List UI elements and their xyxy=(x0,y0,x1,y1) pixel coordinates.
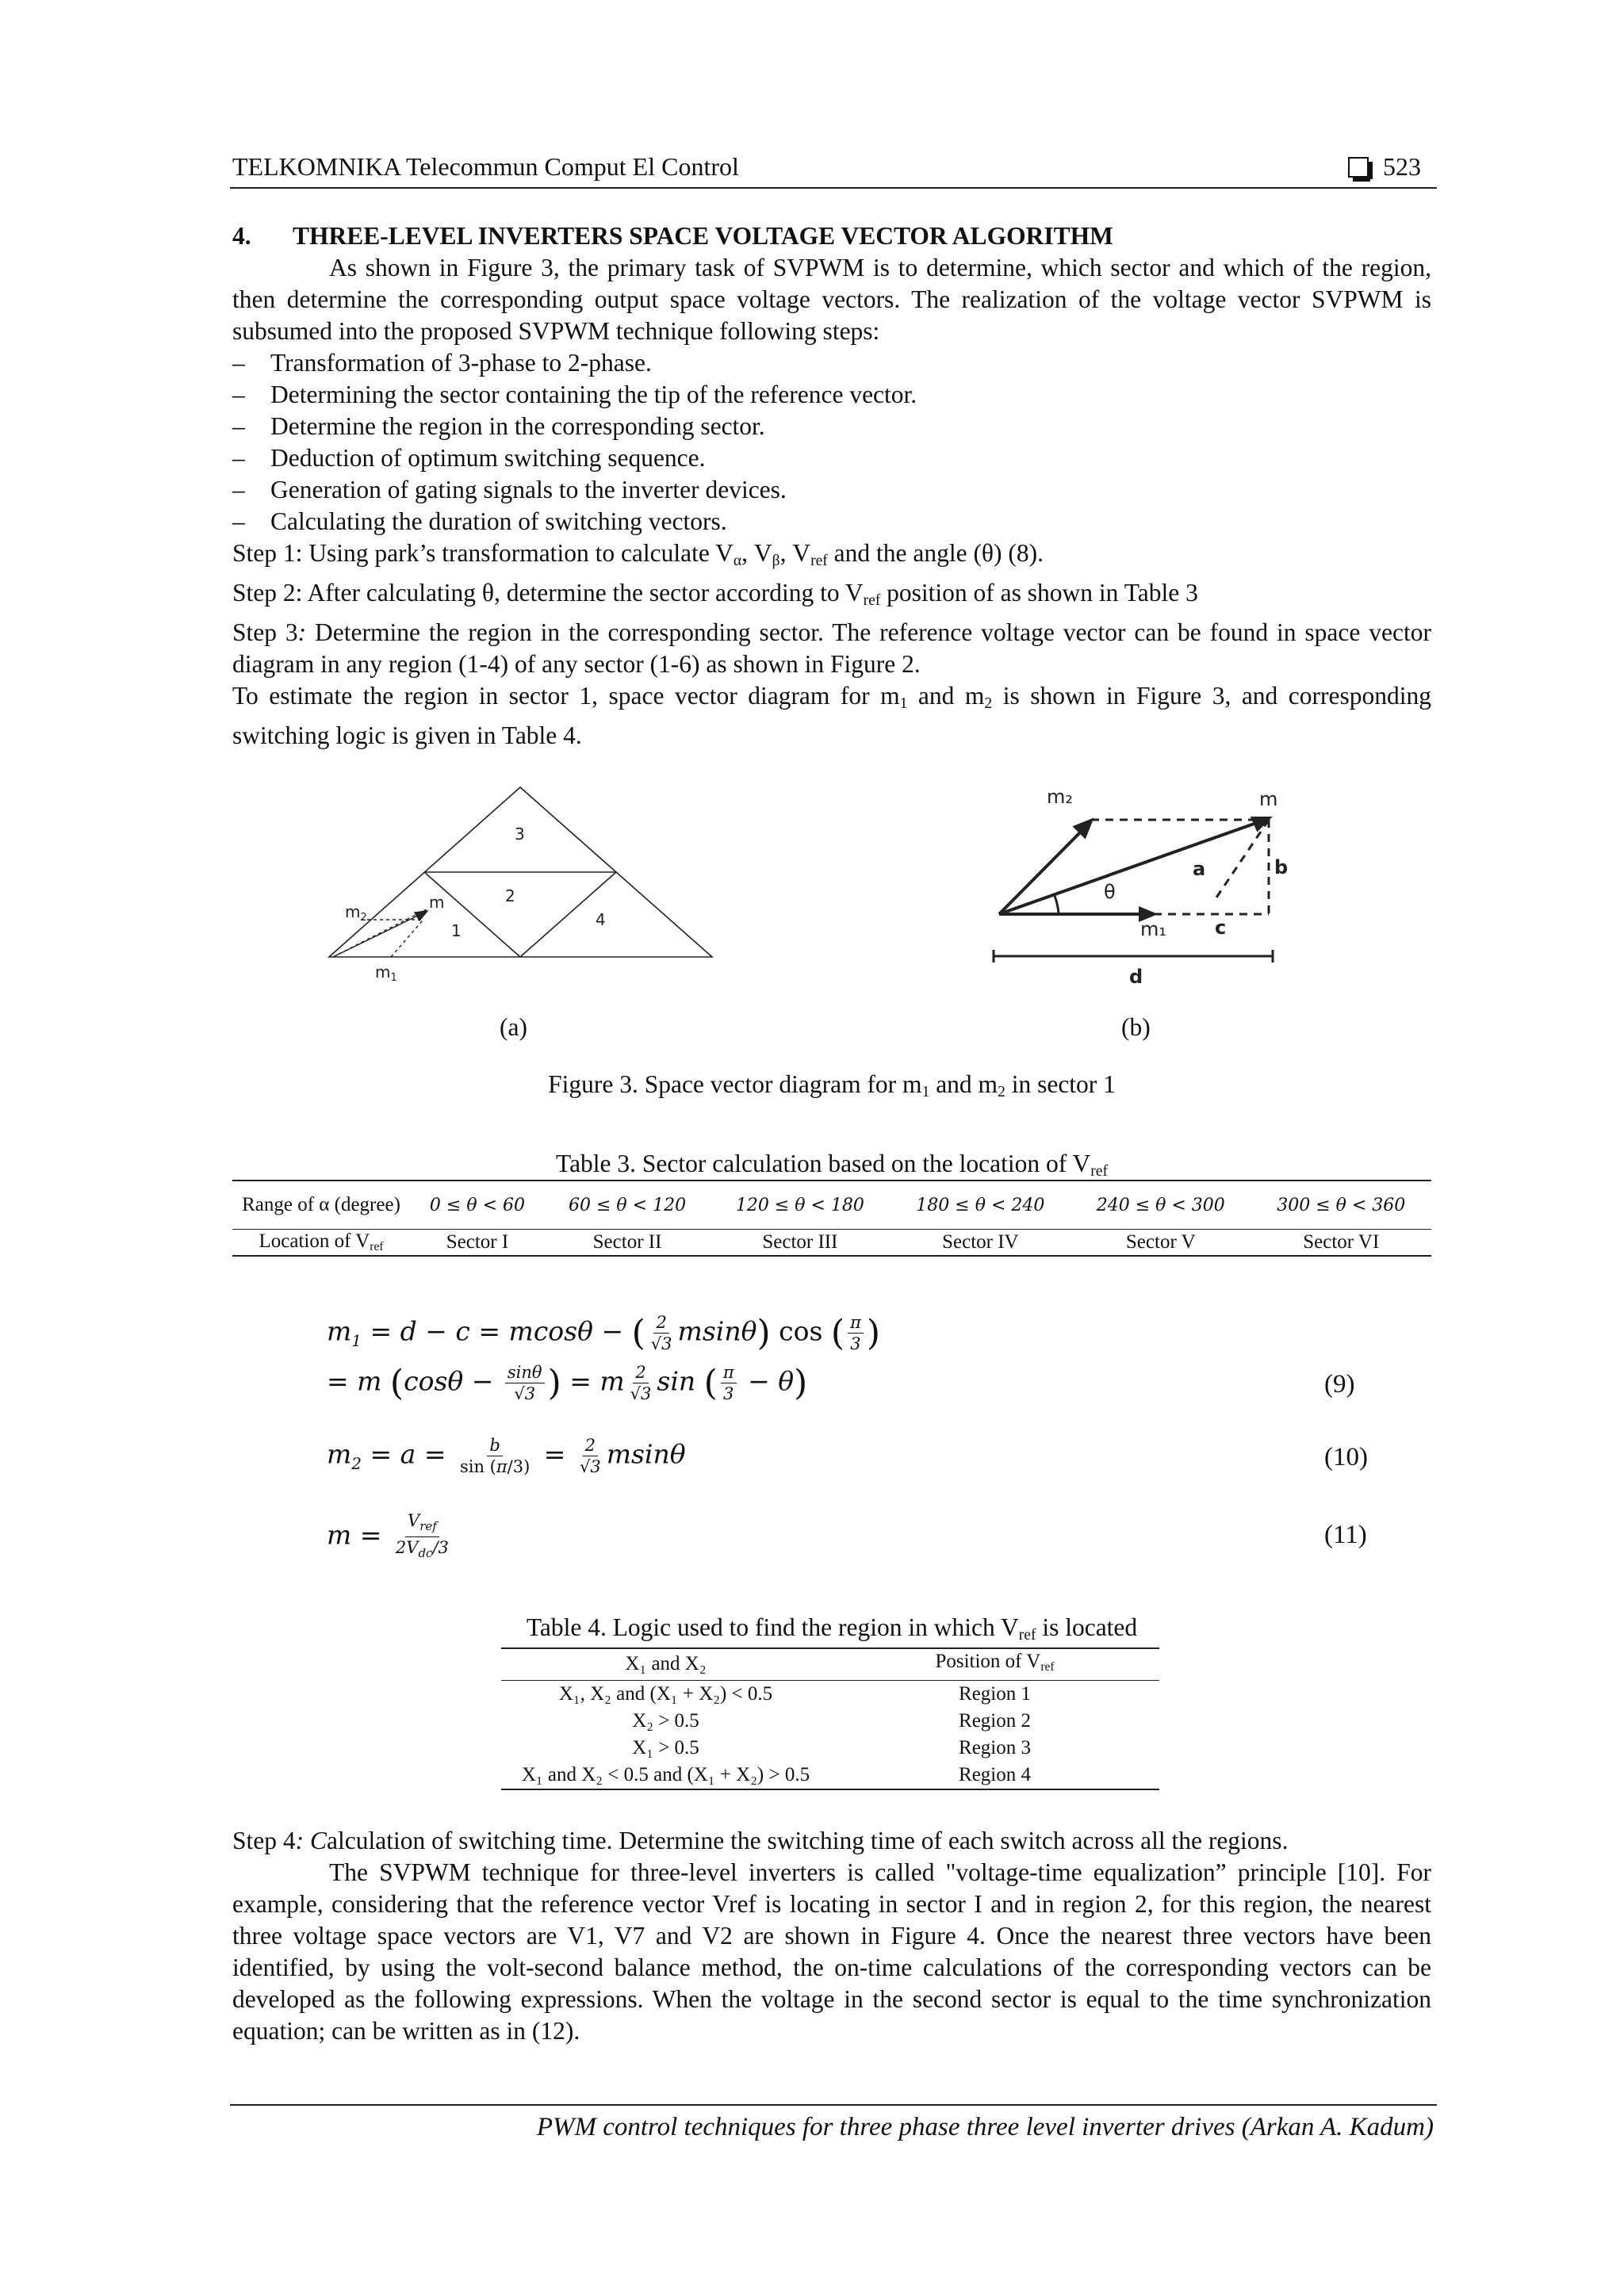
table-cell: 180 ≤ θ < 240 xyxy=(891,1181,1071,1230)
equation-9-line1: $m_1 = d - c = mcos\theta$ − ( $\frac{2}{√3}$ msinθ) cos ( $\frac{\pi}{3}$ ) xyxy=(327,1313,881,1353)
table-cell: Region 1 xyxy=(959,1682,1031,1705)
table-cell: Sector I xyxy=(410,1230,545,1257)
label-region-4: 4 xyxy=(596,910,606,929)
running-header-page xyxy=(1348,152,1421,182)
figure-3b-diagram xyxy=(983,783,1316,989)
list-item: – Determine the region in the corresponding sector. xyxy=(232,411,1431,442)
table-row xyxy=(501,1735,1159,1762)
label-region-3: 3 xyxy=(515,825,525,844)
list-item: – Deduction of optimum switching sequence. xyxy=(232,442,1431,474)
running-header-journal: TELKOMNIKA Telecommun Comput El Control xyxy=(232,152,739,181)
table-3 xyxy=(232,1180,1431,1257)
label-c: c xyxy=(1215,916,1227,939)
table-cell: 0 ≤ θ < 60 xyxy=(410,1181,545,1230)
list-item: – Calculating the duration of switching vectors. xyxy=(232,506,1431,538)
intro-paragraph: As shown in Figure 3, the primary task of SVPWM is to determine, which sector and which of the region, then determine the corresponding output space voltage vectors. The realization of the voltage vector SVPWM is subsumed into the proposed SVPWM technique following steps: xyxy=(232,254,1431,345)
figure-3-caption: Figure 3. Space vector diagram for $m_1$ and $m_2$ in sector 1 xyxy=(548,1070,1116,1100)
table-cell: 300 ≤ θ < 360 xyxy=(1251,1181,1432,1230)
list-item: – Determining the sector containing the tip of the reference vector. xyxy=(232,379,1431,411)
header-rule xyxy=(230,187,1437,189)
table-cell: 60 ≤ θ < 120 xyxy=(545,1181,710,1230)
section-heading xyxy=(232,220,1431,252)
final-paragraph: The SVPWM technique for three-level inverters is called "voltage-time equalization” principle [10]. For example, considering that the reference vector Vref is locating in sector I and in region 2, for this region, the nearest three voltage space vectors are V1, V7 and V2 are shown in Figure 4. Once the nearest three vectors have been identified, by using the volt-second balance method, the on-time calculations of the corresponding vectors can be developed as the following expressions. When the voltage in the second sector is equal to the time synchronization equation; can be written as in (12). xyxy=(232,1858,1431,2045)
figure-3b-label: (b) xyxy=(1121,1013,1151,1041)
table-4 xyxy=(501,1647,1159,1790)
table-cell: Region 3 xyxy=(959,1736,1031,1758)
label-b: b xyxy=(1274,856,1289,878)
table-row xyxy=(501,1680,1159,1708)
table-header-cell: X₁ and X₂ xyxy=(501,1648,830,1680)
footer-rule xyxy=(230,2104,1437,2106)
step-2: Step 2: After calculating θ, determine the sector according to $V_{ref}$ position of as shown in Table 3 xyxy=(232,578,1198,609)
a-dashed xyxy=(1213,820,1269,902)
table-cell: Sector VI xyxy=(1251,1230,1432,1257)
equation-11-number: (11) xyxy=(1324,1521,1367,1549)
section-title: THREE-LEVEL INVERTERS SPACE VOLTAGE VECTOR ALGORITHM xyxy=(293,222,1113,250)
table-cell: X₂ > 0.5 xyxy=(632,1709,699,1732)
m-vector xyxy=(999,821,1261,914)
step-4: Step 4: Calculation of switching time. Determine the switching time of each switch across all the regions. xyxy=(232,1827,1289,1854)
table-cell: 240 ≤ θ < 300 xyxy=(1071,1181,1251,1230)
section-body xyxy=(232,220,1431,752)
step-1: Step 1: Using park’s transformation to calculate $V_\alpha$, $V_\beta$, $V_{ref}$ and the angle (θ) (8). xyxy=(232,539,1044,569)
equation-9-number: (9) xyxy=(1324,1370,1355,1399)
figure-3a-label: (a) xyxy=(500,1013,527,1041)
list-item: – Generation of gating signals to the inverter devices. xyxy=(232,474,1431,506)
table-cell: Location of $V_{ref}$ xyxy=(232,1230,410,1257)
table-cell: Sector IV xyxy=(891,1230,1071,1257)
table-cell: X₁, X₂ and (X₁ + X₂) < 0.5 xyxy=(558,1682,773,1705)
label-m1: $m_1$ xyxy=(375,962,397,984)
label-theta: θ xyxy=(1104,881,1116,903)
step-3: Step 3: Determine the region in the corresponding sector. The reference voltage vector can be found in space vector diagram in any region (1-4) of any sector (1-6) as shown in Figure 2. xyxy=(232,618,1431,678)
table-cell: Region 2 xyxy=(959,1709,1031,1732)
m-arrowhead xyxy=(415,911,427,920)
table-cell: Sector III xyxy=(710,1230,890,1257)
theta-arc xyxy=(1055,896,1059,914)
section-number: 4. xyxy=(232,222,251,250)
step-4-block xyxy=(232,1825,1431,2047)
table-header-row xyxy=(501,1648,1159,1680)
label-a: a xyxy=(1193,858,1206,880)
estimate-paragraph: To estimate the region in sector 1, space vector diagram for $m_1$ and $m_2$ is shown in Figure 3, and corresponding switching logic is given in Table 4. xyxy=(232,681,1432,749)
label-m: m xyxy=(1259,788,1278,810)
equation-10-number: (10) xyxy=(1324,1443,1368,1471)
table-row xyxy=(232,1230,1431,1257)
label-m2: $m_2$ xyxy=(345,902,367,924)
table-row xyxy=(501,1762,1159,1789)
table-cell: X₁ and X₂ < 0.5 and (X₁ + X₂) > 0.5 xyxy=(501,1762,830,1789)
running-footer: PWM control techniques for three phase three level inverter drives (Arkan A. Kadum) xyxy=(536,2113,1434,2141)
box-icon xyxy=(1348,157,1369,178)
label-m2: m₂ xyxy=(1047,786,1073,808)
label-m1: m₁ xyxy=(1140,918,1166,940)
table-cell: Region 4 xyxy=(830,1762,1159,1789)
table-cell: Range of α (degree) xyxy=(232,1181,410,1230)
label-d: d xyxy=(1129,966,1143,988)
label-m: m xyxy=(429,893,445,912)
equation-9-line2: = m (cosθ − $\frac{\sin\theta}{√3}$ ) = m $\frac{2}{√3}$ sin ( $\frac{\pi}{3}$ − θ) xyxy=(327,1363,808,1403)
list-item: – Transformation of 3-phase to 2-phase. xyxy=(232,347,1431,379)
table-4-title: Table 4. Logic used to find the region in which $V_{ref}$ is located xyxy=(526,1613,1138,1644)
page-number: 523 xyxy=(1383,152,1421,181)
table-row xyxy=(232,1181,1431,1230)
table-cell: 120 ≤ θ < 180 xyxy=(710,1181,890,1230)
table-cell: Sector V xyxy=(1071,1230,1251,1257)
table-header-cell: Position of $V_{ref}$ xyxy=(830,1648,1159,1680)
table-cell: Sector II xyxy=(545,1230,710,1257)
diag-left xyxy=(424,872,520,957)
table-3-title: Table 3. Sector calculation based on the location of $V_{ref}$ xyxy=(556,1150,1108,1180)
m2-vector xyxy=(999,828,1085,914)
equation-10: $m_2 = a$ = $\frac{b}{\sin (\pi/3)}$ = $\frac{2}{√3}$ msinθ xyxy=(327,1436,686,1476)
figure-3a-diagram xyxy=(321,781,733,987)
equation-11: m = $\frac{V_{ref}}{2V_{dc}/3}$ xyxy=(327,1511,449,1561)
label-region-2: 2 xyxy=(505,886,515,905)
label-region-1: 1 xyxy=(451,921,462,940)
table-cell: X₁ > 0.5 xyxy=(632,1736,699,1758)
table-row xyxy=(501,1708,1159,1735)
